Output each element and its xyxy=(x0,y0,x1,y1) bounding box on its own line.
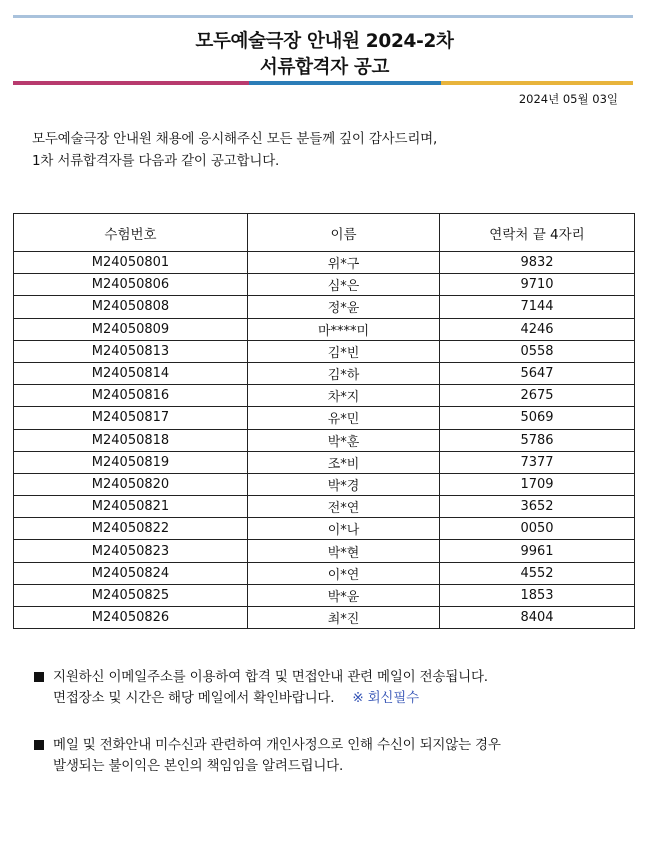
notice-text: 발생되는 불이익은 본인의 책임임을 알려드립니다. xyxy=(53,758,344,774)
name-cell: 김*빈 xyxy=(248,340,440,362)
page-subtitle: 서류합격자 공고 xyxy=(259,57,390,78)
table-row xyxy=(14,584,635,606)
notice-text: 면접장소 및 시간은 해당 메일에서 확인바랍니다. xyxy=(53,690,335,706)
phone-last4-cell: 1853 xyxy=(440,584,635,606)
exam-number-cell: M24050814 xyxy=(14,362,248,384)
phone-last4-cell: 5786 xyxy=(440,429,635,451)
table-row xyxy=(14,362,635,384)
table-row xyxy=(14,274,635,296)
table-row xyxy=(14,496,635,518)
phone-last4-cell: 7377 xyxy=(440,451,635,473)
phone-last4-cell: 4246 xyxy=(440,318,635,340)
name-cell: 박*윤 xyxy=(248,584,440,606)
exam-number-cell: M24050806 xyxy=(14,274,248,296)
phone-last4-cell: 2675 xyxy=(440,385,635,407)
exam-number-cell: M24050820 xyxy=(14,473,248,495)
results-table xyxy=(13,213,635,629)
name-cell: 유*민 xyxy=(248,407,440,429)
table-body xyxy=(14,252,635,629)
square-bullet-icon xyxy=(34,672,44,682)
phone-last4-cell: 0558 xyxy=(440,340,635,362)
table-row xyxy=(14,296,635,318)
name-cell: 이*나 xyxy=(248,518,440,540)
name-cell: 박*경 xyxy=(248,473,440,495)
exam-number-cell: M24050816 xyxy=(14,385,248,407)
name-cell: 이*연 xyxy=(248,562,440,584)
phone-last4-cell: 1709 xyxy=(440,473,635,495)
name-cell: 김*하 xyxy=(248,362,440,384)
phone-last4-cell: 4552 xyxy=(440,562,635,584)
square-bullet-icon xyxy=(34,740,44,750)
table-row xyxy=(14,607,635,629)
divider-segment-yellow xyxy=(441,81,633,85)
notice-text: 지원하신 이메일주소를 이용하여 합격 및 면접안내 관련 메일이 전송됩니다. xyxy=(53,669,488,685)
announcement-date: 2024년 05월 03일 xyxy=(518,92,618,106)
column-header-phone-last4: 연락처 끝 4자리 xyxy=(440,214,635,252)
notice-disclaimer xyxy=(34,735,501,777)
top-rule xyxy=(13,15,633,18)
exam-number-cell: M24050801 xyxy=(14,252,248,274)
table-row xyxy=(14,385,635,407)
exam-number-cell: M24050823 xyxy=(14,540,248,562)
divider-segment-blue xyxy=(249,81,441,85)
name-cell: 박*현 xyxy=(248,540,440,562)
phone-last4-cell: 8404 xyxy=(440,607,635,629)
exam-number-cell: M24050825 xyxy=(14,584,248,606)
name-cell: 최*진 xyxy=(248,607,440,629)
table-row xyxy=(14,407,635,429)
phone-last4-cell: 9832 xyxy=(440,252,635,274)
column-header-exam-number: 수험번호 xyxy=(14,214,248,252)
table-row xyxy=(14,451,635,473)
color-divider xyxy=(13,81,633,85)
name-cell: 차*지 xyxy=(248,385,440,407)
phone-last4-cell: 9961 xyxy=(440,540,635,562)
name-cell: 마****미 xyxy=(248,318,440,340)
intro-line: 1차 서류합격자를 다음과 같이 공고합니다. xyxy=(32,153,280,169)
phone-last4-cell: 5647 xyxy=(440,362,635,384)
exam-number-cell: M24050819 xyxy=(14,451,248,473)
exam-number-cell: M24050813 xyxy=(14,340,248,362)
table-row xyxy=(14,252,635,274)
intro-text xyxy=(32,128,437,172)
phone-last4-cell: 0050 xyxy=(440,518,635,540)
name-cell: 박*훈 xyxy=(248,429,440,451)
name-cell: 전*연 xyxy=(248,496,440,518)
notice-text: 메일 및 전화안내 미수신과 관련하여 개인사정으로 인해 수신이 되지않는 경우 xyxy=(53,737,501,753)
phone-last4-cell: 7144 xyxy=(440,296,635,318)
exam-number-cell: M24050826 xyxy=(14,607,248,629)
phone-last4-cell: 3652 xyxy=(440,496,635,518)
column-header-name: 이름 xyxy=(248,214,440,252)
exam-number-cell: M24050818 xyxy=(14,429,248,451)
phone-last4-cell: 5069 xyxy=(440,407,635,429)
table-row xyxy=(14,429,635,451)
reply-required-note: ※ 회신필수 xyxy=(352,690,419,706)
table-row xyxy=(14,318,635,340)
divider-segment-magenta xyxy=(13,81,249,85)
intro-line: 모두예술극장 안내원 채용에 응시해주신 모든 분들께 깊이 감사드리며, xyxy=(32,131,438,147)
exam-number-cell: M24050821 xyxy=(14,496,248,518)
table-row xyxy=(14,340,635,362)
table-row xyxy=(14,473,635,495)
exam-number-cell: M24050808 xyxy=(14,296,248,318)
notice-email xyxy=(34,667,488,709)
table-row xyxy=(14,540,635,562)
name-cell: 조*비 xyxy=(248,451,440,473)
table-row xyxy=(14,562,635,584)
name-cell: 심*은 xyxy=(248,274,440,296)
exam-number-cell: M24050824 xyxy=(14,562,248,584)
exam-number-cell: M24050822 xyxy=(14,518,248,540)
phone-last4-cell: 9710 xyxy=(440,274,635,296)
table-header-row xyxy=(14,214,635,252)
exam-number-cell: M24050817 xyxy=(14,407,248,429)
name-cell: 위*구 xyxy=(248,252,440,274)
name-cell: 정*윤 xyxy=(248,296,440,318)
page-title: 모두예술극장 안내원 2024-2차 xyxy=(195,31,454,52)
table-row xyxy=(14,518,635,540)
exam-number-cell: M24050809 xyxy=(14,318,248,340)
